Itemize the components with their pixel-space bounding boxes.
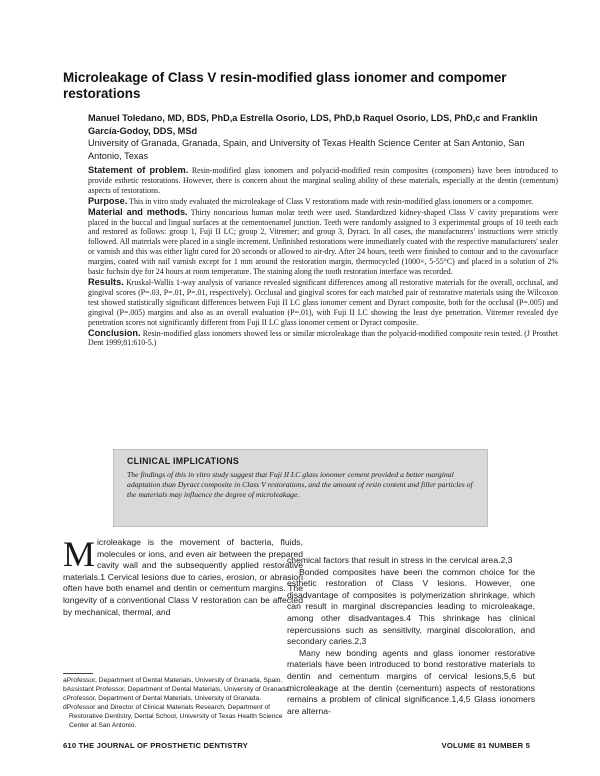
body-column-left xyxy=(63,534,303,618)
abstract-methods: Material and methods. Thirty noncarious human molar teeth were used. Standardized kidney-shaped Class V cavity preparations were placed in the buccal and lingual surfaces at the cementoenamel junction. Teeth were randomly assigned to 3 experimental groups of 10 teeth each and restored as follows: group 1, Fuji II LC; group 2, Vitremer; and group 3, Dyract. In all cases, the manufacturers' instructions were strictly followed. All materials were placed in a single increment. Unfinished restorations were immediately coated with the respective manufacturers' sealer or varnish and this was either light cured for 20 seconds or allowed to air-dry. After 24 hours, teeth were finished to contour and to the cavosurface margins, coated with nail varnish except for 1 mm around the restoration margin, thermocycled (1000×, 5-55°C) and placed in a solution of 2% basic fuchsin dye for 24 hours at room temperature. The staining along the tooth restoration interface was recorded. xyxy=(88,206,558,277)
author-block xyxy=(88,112,558,162)
footnote-b: bAssistant Professor, Department of Dental Materials, University of Granada. xyxy=(63,686,291,693)
footnotes xyxy=(63,676,298,730)
abstract xyxy=(88,166,558,349)
drop-cap: M xyxy=(63,534,96,574)
clinical-implications-heading: CLINICAL IMPLICATIONS xyxy=(127,456,240,466)
author-affiliation: University of Granada, Granada, Spain, and University of Texas Health Science Center at San Antonio, San Antonio, Texas xyxy=(88,138,525,161)
abstract-results: Results. Kruskal-Wallis 1-way analysis of variance revealed significant differences among all restorative materials for the overall, occlusal, and gingival scores (P=.03, P=.01, P=.01, respectively). Occlusal and gingival scores for each matched pair of restorative materials using the Wilcoxon test showed statistically significant differences between Fuji II LC glass ionomer cement and Dyract composite, both for the occlusal (P=.005) and gingival (P=.005) margins and also as an overall evaluation (P=.01), with Fuji II LC showing the least dye penetration. Vitremer revealed dye penetration scores not significantly different from Fuji II LC glass ionomer cement or Dyract composite. xyxy=(88,276,558,327)
body-paragraph: chemical factors that result in stress in the cervical area.2,3 xyxy=(287,555,513,565)
footnote-d: dProfessor and Director of Clinical Materials Research, Department of Restorative Dentistry, Dental School, University of Texas Health Science Center at San Antonio. xyxy=(63,704,283,729)
footnote-c: cProfessor, Department of Dental Materials, University of Granada. xyxy=(63,695,262,702)
footnote-rule xyxy=(63,673,93,674)
body-column-right xyxy=(287,555,535,717)
intro-paragraph: Microleakage is the movement of bacteria, fluids, molecules or ions, and even air between the prepared cavity wall and the subsequently applied restorative materials.1 Cervical lesions due to caries, erosion, or abrasion often have both enamel and dentin or cementum margins. The longevity of a conventional Class V restoration can be affected by mechanical, thermal, and xyxy=(63,534,303,617)
footer-journal: 610 THE JOURNAL OF PROSTHETIC DENTISTRY xyxy=(63,741,249,750)
abstract-conclusion: Conclusion. Resin-modified glass ionomers showed less or similar microleakage than the polyacid-modified composite resin tested. (J Prosthet Dent 1999;81:610-5.) xyxy=(88,327,558,348)
clinical-implications-box xyxy=(113,449,488,527)
footnote-a: aProfessor, Department of Dental Materials, University of Granada, Spain. xyxy=(63,677,283,684)
abstract-purpose: Purpose. This in vitro study evaluated the microleakage of Class V restorations made with resin-modified glass ionomers or a compomer. xyxy=(88,195,534,206)
author-names: Manuel Toledano, MD, BDS, PhD,a Estrella Osorio, LDS, PhD,b Raquel Osorio, LDS, PhD,c and Franklin García-Godoy, DDS, MSd xyxy=(88,113,538,136)
abstract-problem: Statement of problem. Resin-modified glass ionomers and polyacid-modified resin composites (compomers) have been introduced to provide esthetic restorations. However, there is concern about the marginal sealing ability of these materials, especially at the dentin (cementum) aspects of restorations. xyxy=(88,165,559,195)
article-title: Microleakage of Class V resin-modified glass ionomer and compomer restorations xyxy=(63,70,507,101)
body-paragraph: Bonded composites have been the common choice for the esthetic restoration of Class V lesions. However, one disadvantage of composites is polymerization shrinkage, which can result in marginal discrepancies leading to microleakage, among other disadvantages.4 This shrinkage has clinical repercussions such as sensitivity, marginal discoloration, and secondary caries.2,3 xyxy=(287,566,535,647)
body-paragraph: Many new bonding agents and glass ionomer restorative materials have been introduced to bond restorative materials to dentin and cementum margins of cervical lesions,5,6 but microleakage at the dentin (cementum) aspects of restorations remains a problem of clinical significance.1,4,5 Glass ionomers are alterna- xyxy=(287,647,535,716)
footer-volume: VOLUME 81 NUMBER 5 xyxy=(441,741,530,750)
clinical-implications-text: The findings of this in vitro study suggest that Fuji II LC glass ionomer cement provided a better marginal adaptation than Dyract composite in Class V restorations, and the amount of resin content and filler particles of the materials may influence the degree of microleakage. xyxy=(127,470,473,500)
